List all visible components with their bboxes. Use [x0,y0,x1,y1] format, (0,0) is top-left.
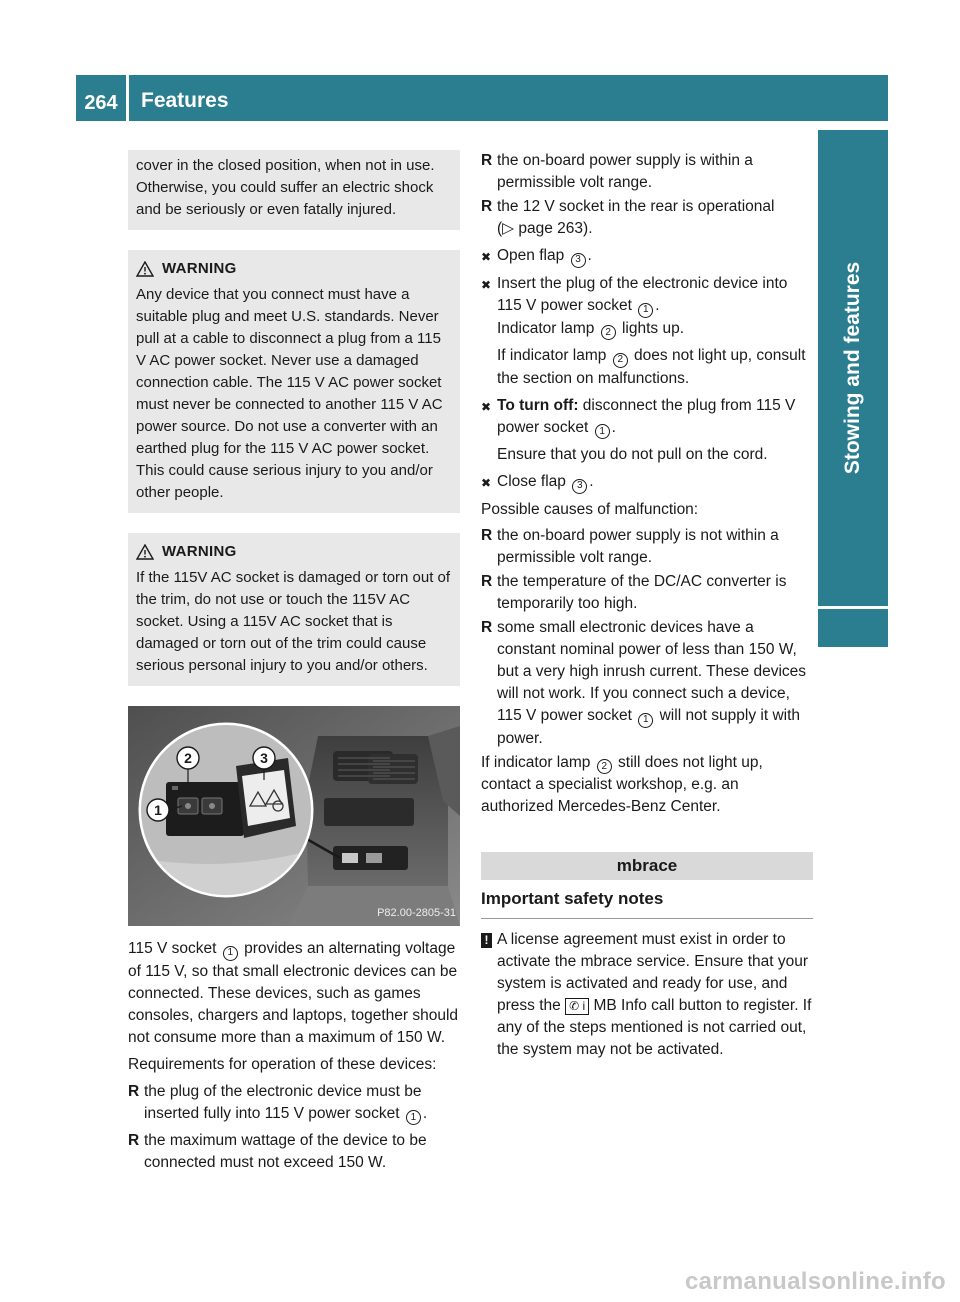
list-item-text: the maximum wattage of the device to be connected must not exceed 150 W. [144,1132,427,1171]
callout-ref-icon: 3 [571,253,586,268]
step-item [481,245,813,268]
bullet-marker: R [481,152,493,169]
step-text: Insert the plug of the electronic device into 115 V power socket 1 . Indicator lamp 2 lights up. If indicator lamp 2 does not light up, consult the section on malfunctions. [497,275,806,387]
list-item-text: the 12 V socket in the rear is operational (▷ page 263). [497,198,775,237]
list-item-text: the on-board power supply is not within a permissible volt range. [497,527,779,566]
callout-ref-icon: 3 [572,479,587,494]
step-arrow-icon: ✖ [481,399,492,414]
step-item [481,273,813,390]
step-arrow-icon: ✖ [481,476,492,490]
requirements-intro: Requirements for operation of these devices: [128,1055,437,1073]
section-heading: mbrace [481,852,813,880]
danger-box-continued [128,150,460,230]
page-reference-link[interactable]: (▷ page 263). [497,220,593,237]
list-item [481,525,813,569]
side-tab-bar-lower [818,609,888,647]
side-tab [820,130,886,606]
warning-text: If the 115V AC socket is damaged or torn out of the trim, do not use or touch the 115V AC socket. Using a 115V AC socket that is damaged or torn out of the trim could cause serious personal injury to you and/or others. [136,569,451,674]
bullet-marker: R [481,527,493,544]
callout-ref-icon: 1 [595,424,610,439]
right-column [481,150,813,1061]
callout-ref-icon: 1 [406,1110,421,1125]
list-item [481,196,813,240]
bullet-marker: R [481,573,493,590]
callout-1: 1 [154,802,162,818]
warning-text: Any device that you connect must have a suitable plug and meet U.S. standards. Never pull at a cable to disconnect a plug from a 115 V AC power socket. Never use a damaged connection cable. The 115 V AC power socket must never be connected to another 115 V AC power source. Do not use a converter with an earthed plug for the 115 V AC power socket. This could cause serious injury to you and/or other people. [136,286,443,501]
callout-ref-icon: 2 [597,759,612,774]
warning-header [136,258,452,280]
step-item [481,471,813,494]
list-item-text: the on-board power supply is within a permissible volt range. [497,152,753,191]
socket-description [128,938,460,1049]
list-item-text: the plug of the electronic device must be inserted fully into 115 V power socket 1 . [144,1081,460,1126]
exclamation-icon: ! [481,933,492,948]
warning-label: WARNING [162,543,237,560]
callout-ref-icon: 1 [223,946,238,961]
callout-ref-icon: 2 [613,353,628,368]
socket-photo [128,706,460,926]
watermark: carmanualsonline.info [684,1268,946,1295]
image-caption: P82.00-2805-31 [377,907,456,919]
list-item [481,571,813,615]
page-number: 264 [76,75,126,121]
list-item-text: the temperature of the DC/AC converter is temporarily too high. [497,573,787,612]
side-tab-label: Stowing and features [841,261,865,475]
danger-box-text: cover in the closed position, when not in use. Otherwise, you could suffer an electric shock and be seriously or even fatally injured. [136,157,435,218]
step-text: Close flap 3 . [497,471,813,494]
step-arrow-icon: ✖ [481,278,492,292]
note-item [481,929,813,1061]
list-item [481,617,813,750]
list-item [128,1130,460,1174]
callout-ref-icon: 2 [601,325,616,340]
callout-ref-icon: 1 [638,303,653,318]
step-item [481,395,813,467]
step-text: To turn off: disconnect the plug from 115 V power socket 1 . Ensure that you do not pull on the cord. [497,396,796,463]
warning-triangle-icon [136,261,154,277]
causes-heading: Possible causes of malfunction: [481,501,699,518]
text: provides an alternating voltage of 115 V, so that small electronic devices can be connected. These devices, such as games consoles, chargers and laptops, together should not consume more than a maximum of 150 W. [128,940,459,1046]
warning-box-2 [128,533,460,686]
callout-ref-icon: 1 [638,713,653,728]
bullet-marker: R [481,198,493,215]
note-text: A license agreement must exist in order to activate the mbrace service. Ensure that your system is activated and ready for use, and press the ✆ i MB Info call button to register. If any of the steps mentioned is not carried out, the system may not be activated. [497,931,812,1058]
callout-3: 3 [260,750,268,766]
list-item [481,150,813,194]
bullet-marker: R [128,1132,140,1149]
bullet-marker: R [128,1082,140,1100]
step-text: Open flap 3 . [497,245,813,268]
list-item [128,1081,460,1126]
socket-illustration [128,706,460,926]
warning-triangle-icon [136,544,154,560]
list-item-text: some small electronic devices have a constant nominal power of less than 150 W, but a very high inrush current. These devices will not work. If you connect such a device, 115 V power socket 1 will not supply it with power. [497,619,807,747]
warning-box-1 [128,250,460,513]
warning-label: WARNING [162,260,237,277]
bullet-marker: R [481,619,493,636]
page-title: Features [129,75,888,121]
subsection-heading: Important safety notes [481,888,813,919]
mb-info-call-button-icon: ✆ i [565,998,589,1015]
callout-2: 2 [184,750,192,766]
step-arrow-icon: ✖ [481,250,492,264]
contact-workshop-text: If indicator lamp 2 still does not light up, contact a specialist workshop, e.g. an authorized Mercedes-Benz Center. [481,753,763,815]
text: 115 V socket [128,940,217,957]
warning-header [136,541,452,563]
left-column [128,150,460,1174]
